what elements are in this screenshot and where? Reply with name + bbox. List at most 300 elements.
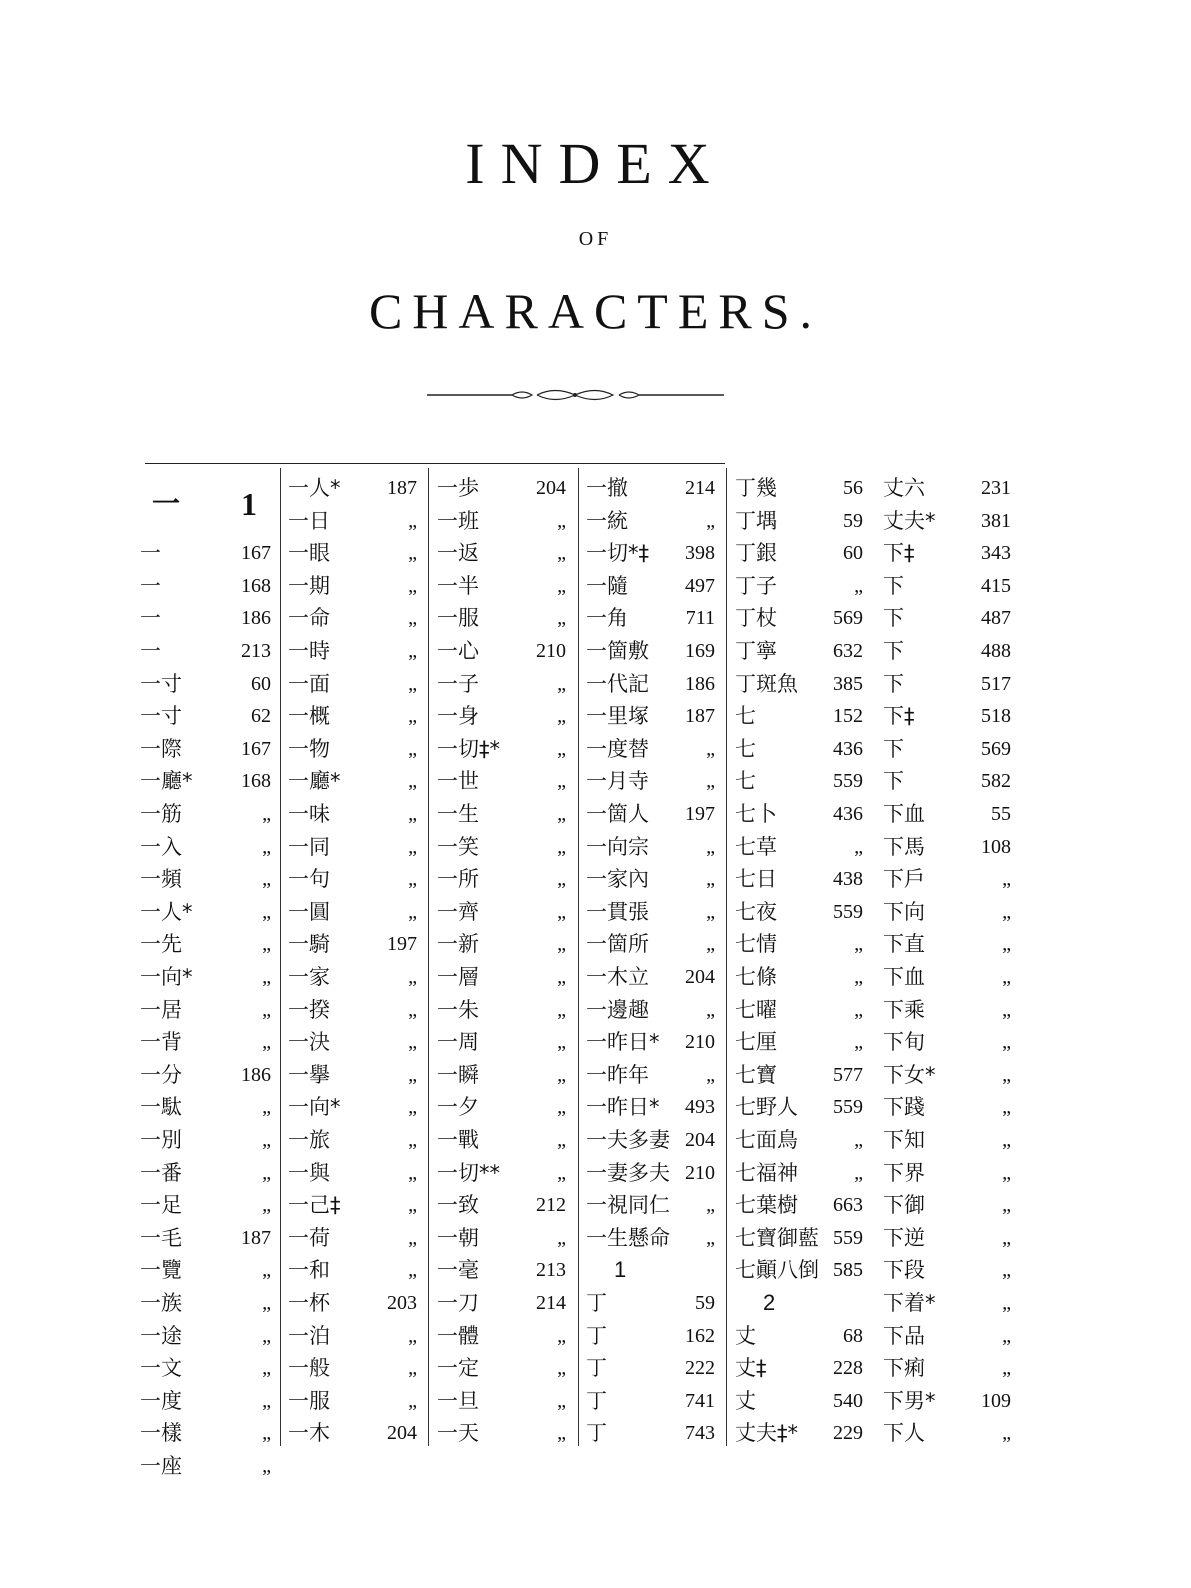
index-entry xyxy=(288,733,421,765)
index-entry xyxy=(883,928,1015,960)
index-entry xyxy=(735,1222,867,1254)
index-entry xyxy=(883,765,1015,797)
entry-page-number: 60 xyxy=(843,542,863,565)
index-entry xyxy=(735,1059,867,1091)
entry-characters: 一背 xyxy=(140,1030,182,1055)
entry-page-number: 210 xyxy=(685,1161,715,1184)
entry-characters: 丈夫* xyxy=(883,508,936,533)
entry-page-number: 168 xyxy=(241,770,271,793)
index-entry xyxy=(735,733,867,765)
entry-characters: 下 xyxy=(883,639,904,663)
entry-characters: 丁堣 xyxy=(735,508,777,533)
entry-characters: 一角 xyxy=(586,606,628,631)
entry-page-number: „ xyxy=(706,509,715,532)
entry-characters: 一和 xyxy=(288,1258,330,1283)
index-entry xyxy=(437,602,570,634)
entry-page-number: „ xyxy=(706,770,715,793)
entry-page-number: „ xyxy=(408,1259,417,1282)
entry-page-number: 213 xyxy=(241,640,271,662)
index-entry xyxy=(883,1287,1015,1319)
entry-characters: 下着* xyxy=(883,1291,936,1315)
index-entry xyxy=(140,928,275,960)
entry-characters: 一生懸命 xyxy=(586,1225,670,1250)
index-entry xyxy=(883,635,1015,667)
entry-page-number: „ xyxy=(408,1194,417,1217)
index-entry xyxy=(437,472,570,504)
radical-stroke-heading xyxy=(586,1254,719,1286)
entry-characters: 一般 xyxy=(288,1356,330,1381)
entry-characters: 一新 xyxy=(437,932,479,957)
entry-page-number: „ xyxy=(408,737,417,760)
entry-page-number: „ xyxy=(1002,1031,1011,1054)
index-entry xyxy=(437,765,570,797)
entry-characters: 一木 xyxy=(288,1421,330,1446)
index-entry xyxy=(735,994,867,1026)
index-entry xyxy=(883,472,1015,504)
index-entry xyxy=(586,896,719,928)
entry-page-number: 632 xyxy=(833,640,863,662)
entry-characters: 一昨日* xyxy=(586,1095,660,1120)
index-entry xyxy=(437,896,570,928)
index-entry xyxy=(437,537,570,569)
entry-characters: 一分 xyxy=(140,1062,182,1087)
entry-page-number: „ xyxy=(262,1129,271,1151)
column-rule xyxy=(578,468,579,1446)
entry-characters: 七卜 xyxy=(735,802,777,826)
index-entry xyxy=(288,994,421,1026)
entry-page-number: 60 xyxy=(251,672,271,695)
index-entry xyxy=(140,1026,275,1058)
entry-page-number: „ xyxy=(262,1292,271,1314)
entry-page-number: „ xyxy=(557,1161,566,1184)
entry-page-number: 517 xyxy=(981,672,1011,695)
entry-page-number: „ xyxy=(1002,1226,1011,1249)
entry-characters: 下人 xyxy=(883,1421,925,1446)
entry-page-number: 385 xyxy=(833,672,863,695)
entry-characters: 一體 xyxy=(437,1323,479,1348)
index-entry xyxy=(288,798,421,830)
entry-characters: 一旦 xyxy=(437,1388,479,1413)
index-entry xyxy=(288,668,421,700)
entry-page-number: 585 xyxy=(833,1259,863,1282)
entry-page-number: 493 xyxy=(685,1096,715,1119)
entry-characters: 一定 xyxy=(437,1356,479,1381)
index-entry xyxy=(140,1124,275,1156)
index-entry xyxy=(586,1026,719,1058)
entry-characters: 一所 xyxy=(437,867,479,892)
entry-page-number: „ xyxy=(557,868,566,891)
radical-stroke-heading xyxy=(735,1287,867,1319)
entry-page-number: 152 xyxy=(833,705,863,728)
entry-characters: 一駄 xyxy=(140,1095,182,1120)
index-entry xyxy=(586,1287,719,1319)
entry-page-number: „ xyxy=(557,1389,566,1412)
entry-page-number: 186 xyxy=(685,672,715,695)
entry-page-number: „ xyxy=(1002,1096,1011,1119)
entry-page-number: „ xyxy=(706,900,715,923)
index-entry xyxy=(288,602,421,634)
index-entry xyxy=(140,700,275,732)
entry-characters: 一毫 xyxy=(437,1258,479,1283)
index-entry xyxy=(735,1157,867,1189)
index-entry xyxy=(437,1320,570,1352)
title-index: INDEX xyxy=(465,131,726,196)
entry-page-number: 343 xyxy=(981,542,1011,565)
index-entry xyxy=(883,961,1015,993)
index-entry xyxy=(437,1157,570,1189)
entry-characters: 一泊 xyxy=(288,1323,330,1348)
entry-page-number: 381 xyxy=(981,509,1011,532)
column-rule xyxy=(280,468,281,1446)
entry-characters: 一入 xyxy=(140,834,182,859)
entry-characters: 一寸 xyxy=(140,704,182,729)
index-entry xyxy=(883,602,1015,634)
entry-characters: 一妻多夫 xyxy=(586,1160,670,1185)
entry-page-number: „ xyxy=(1002,966,1011,988)
entry-characters: 一足 xyxy=(140,1193,182,1218)
entry-characters: 七福神 xyxy=(735,1160,798,1185)
entry-characters: 一 xyxy=(140,541,161,566)
entry-characters: 下痢 xyxy=(883,1356,925,1381)
entry-page-number: „ xyxy=(557,998,566,1021)
entry-characters: 一月寺 xyxy=(586,769,649,794)
index-entry xyxy=(140,1189,275,1221)
entry-characters: 一刀 xyxy=(437,1291,479,1315)
entry-characters: 一箇人 xyxy=(586,802,649,826)
entry-page-number: 169 xyxy=(685,640,715,662)
entry-page-number: „ xyxy=(557,1422,566,1445)
index-entry xyxy=(140,1091,275,1123)
index-entry xyxy=(140,1222,275,1254)
entry-characters: 丁 xyxy=(586,1291,607,1315)
index-entry xyxy=(735,472,867,504)
entry-page-number: „ xyxy=(262,998,271,1021)
index-entry xyxy=(883,505,1015,537)
index-entry xyxy=(883,700,1015,732)
index-entry xyxy=(883,1222,1015,1254)
index-entry xyxy=(437,928,570,960)
index-entry xyxy=(883,1320,1015,1352)
entry-characters: 一族 xyxy=(140,1291,182,1315)
index-entry xyxy=(586,635,719,667)
index-entry xyxy=(288,1320,421,1352)
entry-page-number: „ xyxy=(557,607,566,630)
entry-page-number: 559 xyxy=(833,1096,863,1119)
entry-page-number: „ xyxy=(557,574,566,597)
index-entry xyxy=(140,798,275,830)
index-entry xyxy=(140,1352,275,1384)
index-entry xyxy=(288,1222,421,1254)
entry-page-number: „ xyxy=(557,966,566,988)
entry-characters: 下旬 xyxy=(883,1030,925,1055)
entry-characters: 一概 xyxy=(288,704,330,729)
index-entry xyxy=(140,1320,275,1352)
entry-page-number: „ xyxy=(408,1357,417,1380)
entry-characters: 七夜 xyxy=(735,899,777,924)
entry-page-number: „ xyxy=(408,607,417,630)
entry-characters: 下男* xyxy=(883,1388,936,1413)
index-entry xyxy=(140,1385,275,1417)
entry-page-number: „ xyxy=(1002,1259,1011,1282)
entry-page-number: „ xyxy=(854,835,863,858)
entry-characters: 下 xyxy=(883,671,904,696)
entry-page-number: 204 xyxy=(536,477,566,499)
index-entry xyxy=(735,505,867,537)
entry-characters: 丁斑魚 xyxy=(735,671,798,696)
index-entry xyxy=(586,863,719,895)
index-entry xyxy=(883,1189,1015,1221)
index-entry xyxy=(735,1385,867,1417)
index-entry xyxy=(735,765,867,797)
entry-characters: 下女* xyxy=(883,1062,936,1087)
entry-page-number: 518 xyxy=(981,705,1011,728)
entry-page-number: 228 xyxy=(833,1357,863,1380)
entry-page-number: 398 xyxy=(685,542,715,565)
index-entry xyxy=(883,896,1015,928)
entry-page-number: 68 xyxy=(843,1324,863,1347)
entry-page-number: „ xyxy=(408,1161,417,1184)
entry-page-number: „ xyxy=(1002,1194,1011,1217)
entry-characters: 下踐 xyxy=(883,1095,925,1120)
index-entry xyxy=(437,668,570,700)
entry-characters: 一揆 xyxy=(288,997,330,1022)
entry-characters: 一向* xyxy=(288,1095,341,1120)
index-entry xyxy=(586,798,719,830)
entry-page-number: 197 xyxy=(685,803,715,825)
entry-characters: 丈‡ xyxy=(735,1356,767,1381)
entry-page-number: „ xyxy=(854,1031,863,1054)
entry-characters: 一味 xyxy=(288,802,330,826)
entry-characters: 一代記 xyxy=(586,671,649,696)
entry-characters: 一朱 xyxy=(437,997,479,1022)
entry-characters: 一 xyxy=(140,606,161,631)
entry-characters: 一切** xyxy=(437,1160,500,1185)
entry-characters: 丁銀 xyxy=(735,541,777,566)
index-entry xyxy=(735,798,867,830)
entry-page-number: 222 xyxy=(685,1357,715,1380)
index-entry xyxy=(140,1417,275,1449)
entry-characters: 一圓 xyxy=(288,899,330,924)
entry-characters: 一箇敷 xyxy=(586,639,649,663)
index-entry xyxy=(437,1385,570,1417)
entry-page-number: 436 xyxy=(833,737,863,760)
entry-page-number: 210 xyxy=(536,640,566,662)
index-entry xyxy=(883,1352,1015,1384)
ornament-divider xyxy=(427,384,724,406)
index-entry xyxy=(140,961,275,993)
index-entry xyxy=(735,928,867,960)
index-entry xyxy=(735,668,867,700)
entry-page-number: „ xyxy=(557,672,566,695)
entry-page-number: „ xyxy=(408,868,417,891)
index-entry xyxy=(140,1254,275,1286)
entry-characters: 一向* xyxy=(140,965,193,989)
entry-page-number: 204 xyxy=(387,1422,417,1445)
index-entry xyxy=(288,505,421,537)
entry-characters: 一笑 xyxy=(437,834,479,859)
entry-page-number: 711 xyxy=(685,607,715,630)
index-entry xyxy=(735,1254,867,1286)
entry-characters: 七草 xyxy=(735,834,777,859)
entry-page-number: 109 xyxy=(981,1389,1011,1412)
index-entry xyxy=(288,570,421,602)
entry-page-number: „ xyxy=(1002,868,1011,891)
entry-characters: 下御 xyxy=(883,1193,925,1218)
index-entry xyxy=(140,635,275,667)
entry-page-number: 214 xyxy=(685,477,715,499)
entry-characters: 丁子 xyxy=(735,573,777,598)
entry-page-number: „ xyxy=(262,1324,271,1347)
index-entry xyxy=(288,765,421,797)
entry-characters: 一齊 xyxy=(437,899,479,924)
entry-characters: 下界 xyxy=(883,1160,925,1185)
entry-characters: 丁 xyxy=(586,1388,607,1413)
index-entry xyxy=(586,570,719,602)
index-entry xyxy=(288,1417,421,1449)
index-entry xyxy=(140,831,275,863)
entry-page-number: „ xyxy=(262,1357,271,1380)
entry-characters: 一撤 xyxy=(586,476,628,500)
index-entry xyxy=(586,1157,719,1189)
entry-page-number: „ xyxy=(408,998,417,1021)
entry-page-number: 167 xyxy=(241,737,271,760)
index-entry xyxy=(883,1157,1015,1189)
column-rule xyxy=(726,468,727,1446)
entry-page-number: 415 xyxy=(981,574,1011,597)
entry-characters: 一木立 xyxy=(586,965,649,989)
entry-page-number: „ xyxy=(557,737,566,760)
entry-characters: 一文 xyxy=(140,1356,182,1381)
index-entry xyxy=(735,831,867,863)
entry-characters: 七條 xyxy=(735,965,777,989)
entry-characters: 一物 xyxy=(288,736,330,761)
entry-page-number: „ xyxy=(262,1259,271,1282)
index-entry xyxy=(140,1059,275,1091)
entry-page-number: 488 xyxy=(981,640,1011,662)
entry-page-number: „ xyxy=(557,770,566,793)
entry-page-number: „ xyxy=(557,509,566,532)
entry-page-number: 204 xyxy=(685,966,715,988)
entry-page-number: „ xyxy=(262,1194,271,1217)
entry-characters: 一別 xyxy=(140,1128,182,1152)
index-entry xyxy=(288,1189,421,1221)
entry-characters: 丁幾 xyxy=(735,476,777,500)
index-entry xyxy=(586,1059,719,1091)
entry-page-number: „ xyxy=(854,574,863,597)
entry-page-number: 186 xyxy=(241,607,271,630)
entry-characters: 一視同仁 xyxy=(586,1193,670,1218)
entry-characters: 下乘 xyxy=(883,997,925,1022)
entry-page-number: „ xyxy=(557,1129,566,1151)
entry-page-number: 56 xyxy=(843,477,863,499)
index-entry xyxy=(437,1222,570,1254)
entry-page-number: 497 xyxy=(685,574,715,597)
entry-characters: 下段 xyxy=(883,1258,925,1283)
index-entry xyxy=(140,1157,275,1189)
entry-page-number: „ xyxy=(1002,998,1011,1021)
entry-page-number: „ xyxy=(706,1063,715,1086)
entry-page-number: 204 xyxy=(685,1129,715,1151)
entry-page-number: „ xyxy=(262,1161,271,1184)
entry-page-number: 187 xyxy=(387,477,417,499)
entry-page-number: 741 xyxy=(685,1389,715,1412)
entry-characters: 一返 xyxy=(437,541,479,566)
index-entry xyxy=(437,798,570,830)
index-entry xyxy=(735,1124,867,1156)
index-entry xyxy=(883,831,1015,863)
entry-characters: 一擧 xyxy=(288,1062,330,1087)
entry-characters: 丁 xyxy=(586,1421,607,1446)
index-entry xyxy=(586,472,719,504)
entry-characters: 一座 xyxy=(140,1454,182,1478)
entry-page-number: „ xyxy=(1002,1129,1011,1151)
entry-characters: 下直 xyxy=(883,932,925,957)
index-entry xyxy=(140,733,275,765)
entry-page-number: „ xyxy=(557,1031,566,1054)
entry-characters: 一騎 xyxy=(288,932,330,957)
entry-page-number: „ xyxy=(706,1194,715,1217)
entry-characters: 下品 xyxy=(883,1323,925,1348)
entry-characters: 一戰 xyxy=(437,1128,479,1152)
entry-page-number: 1 xyxy=(241,486,257,522)
index-entry xyxy=(735,700,867,732)
index-entry xyxy=(437,1026,570,1058)
index-entry xyxy=(437,1091,570,1123)
index-entry xyxy=(437,700,570,732)
entry-characters: 一家 xyxy=(288,965,330,989)
index-entry xyxy=(288,1254,421,1286)
entry-page-number: „ xyxy=(262,803,271,825)
index-entry xyxy=(437,505,570,537)
index-entry xyxy=(288,1059,421,1091)
entry-characters: 一朝 xyxy=(437,1225,479,1250)
entry-characters: 一班 xyxy=(437,508,479,533)
entry-characters: 一家內 xyxy=(586,867,649,892)
entry-characters: 一向宗 xyxy=(586,834,649,859)
index-entry xyxy=(288,1157,421,1189)
entry-characters: 下血 xyxy=(883,802,925,826)
entry-characters: 七野人 xyxy=(735,1095,798,1120)
entry-page-number: „ xyxy=(706,737,715,760)
entry-page-number: „ xyxy=(262,868,271,891)
entry-characters: 一 xyxy=(140,639,161,663)
entry-characters: 一際 xyxy=(140,736,182,761)
index-entry xyxy=(140,863,275,895)
index-entry xyxy=(735,635,867,667)
entry-page-number: 62 xyxy=(251,705,271,728)
entry-page-number: „ xyxy=(854,1161,863,1184)
index-entry xyxy=(735,1091,867,1123)
entry-characters: 一己‡ xyxy=(288,1193,341,1218)
entry-page-number: „ xyxy=(408,705,417,728)
index-entry xyxy=(288,635,421,667)
entry-characters: 一半 xyxy=(437,573,479,598)
index-entry xyxy=(140,1287,275,1319)
entry-page-number: „ xyxy=(408,1129,417,1151)
index-entry xyxy=(586,602,719,634)
entry-characters: 丁寧 xyxy=(735,639,777,663)
entry-characters: 一貫張 xyxy=(586,899,649,924)
entry-characters: 下‡ xyxy=(883,704,915,729)
entry-characters: 七曜 xyxy=(735,997,777,1022)
index-entry xyxy=(586,733,719,765)
entry-page-number: „ xyxy=(557,1226,566,1249)
entry-characters: 一昨日* xyxy=(586,1030,660,1055)
entry-characters: 一層 xyxy=(437,965,479,989)
index-entry xyxy=(288,831,421,863)
entry-characters: 丈六 xyxy=(883,476,925,500)
index-entry xyxy=(586,1417,719,1449)
